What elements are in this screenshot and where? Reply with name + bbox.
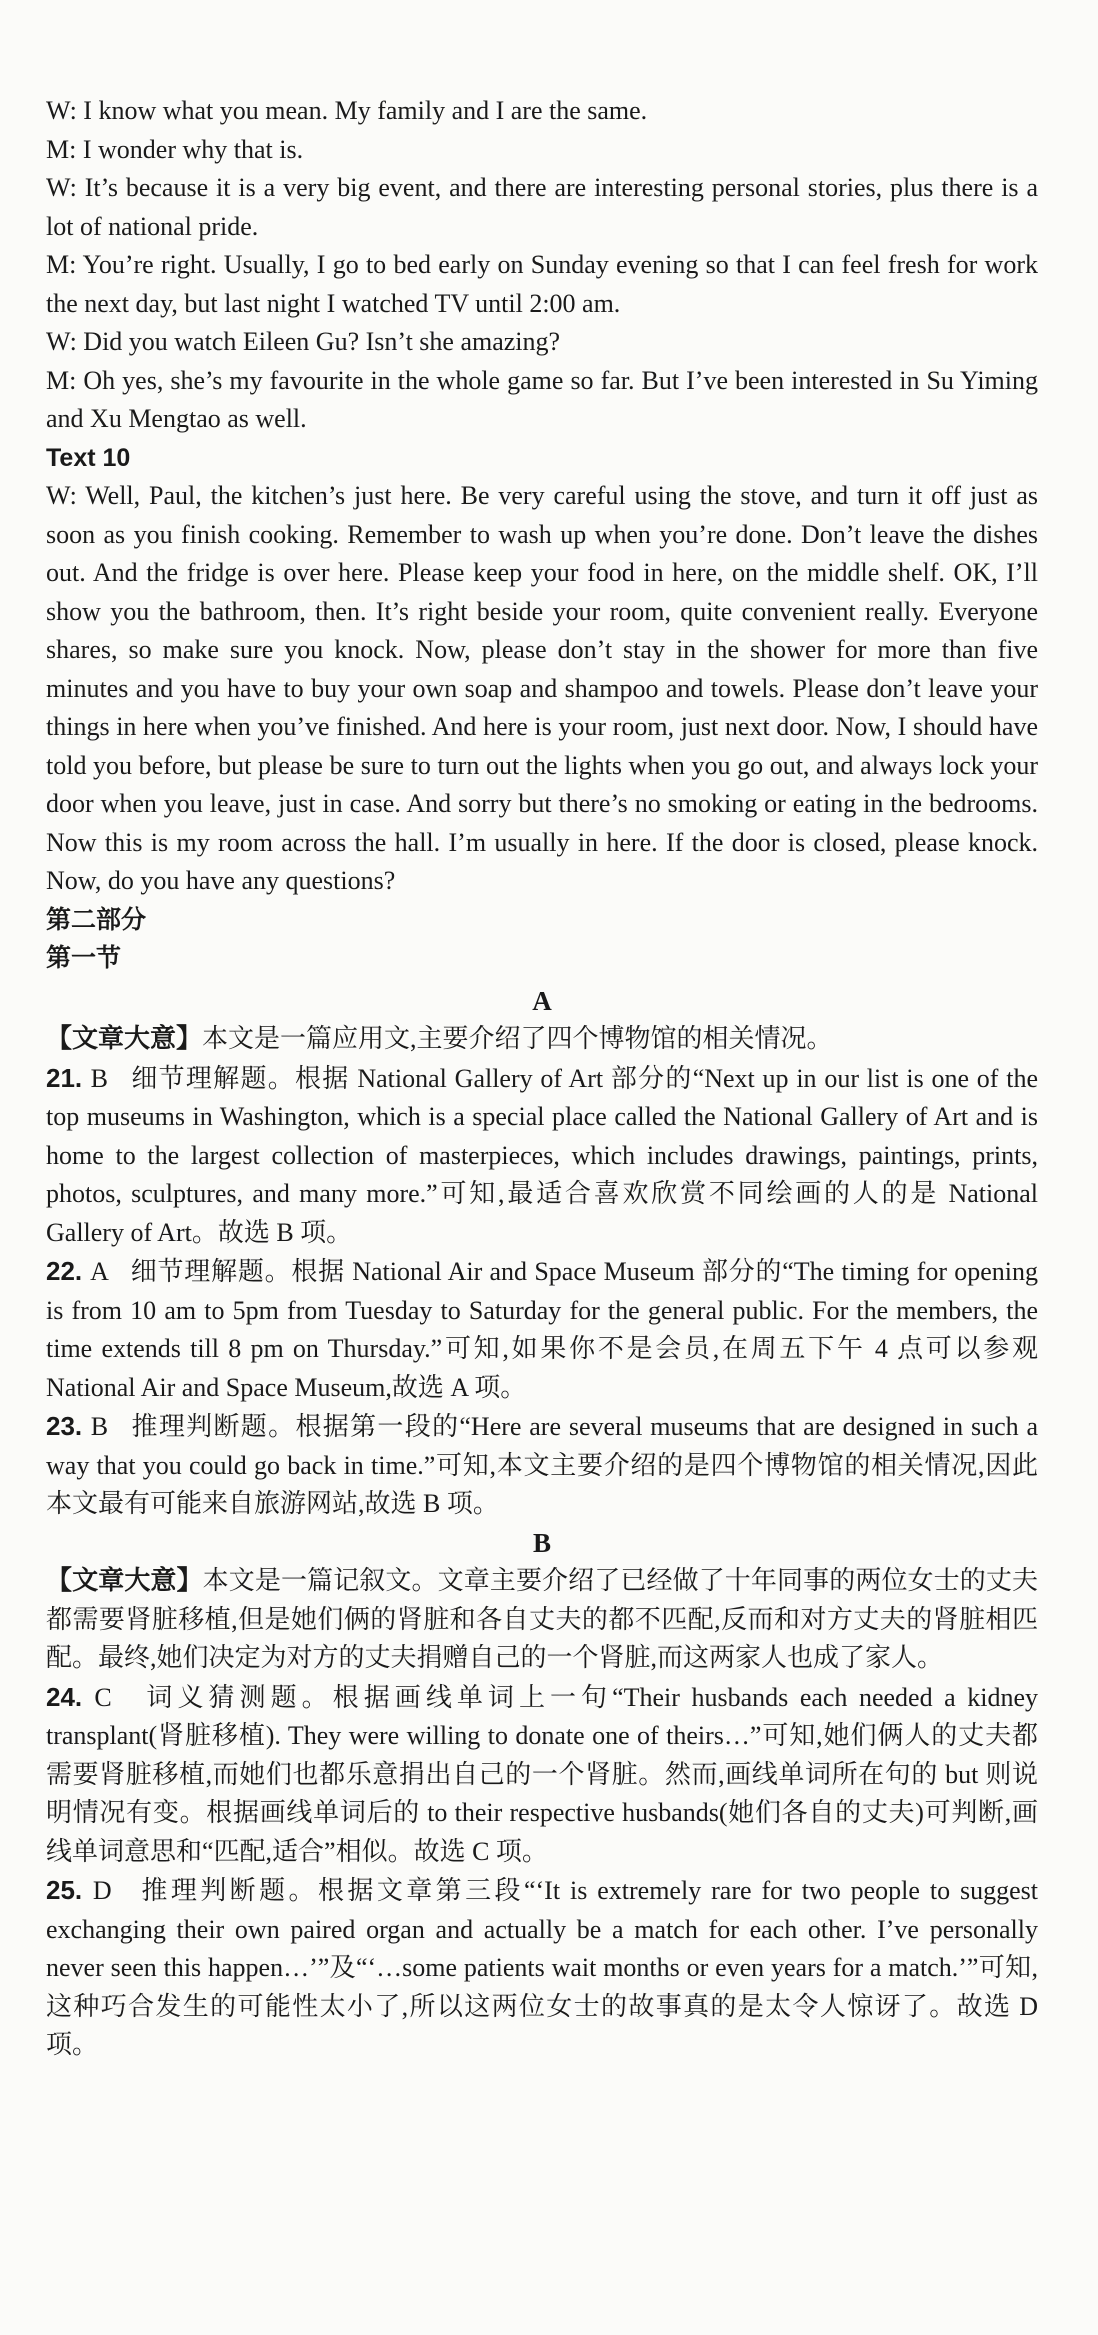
explanation-text: 词义猜测题。根据画线单词上一句“Their husbands each needed a kidney transplant(肾脏移植). They were willing to donate one of theirs…”可知,她们俩人的丈夫都需要肾脏移植,而她们也都乐意捐出自己的一个肾脏。然而,画线单词所在句的 but 则说明情况有变。根据画线单词后的 to their respective husbands(她们各自的丈夫)可判断,画线单词意思和“匹配,适合”相似。故选 C 项。: [46, 1682, 1038, 1866]
answer-choice: B: [90, 1063, 108, 1093]
text10-heading: Text 10: [46, 443, 131, 472]
summary-label: 【文章大意】: [46, 1566, 203, 1595]
answer-choice: B: [90, 1412, 109, 1441]
dialogue-line: W: Did you watch Eileen Gu? Isn’t she amazing?: [46, 327, 561, 356]
answer-choice: D: [92, 1876, 112, 1905]
explanation-text: 细节理解题。根据 National Gallery of Art 部分的“Next up in our list is one of the top museums in Washington, which is a special place called the National Gallery of Art and is home to the largest collection of masterpieces, which includes drawings, paintings, prints, photos, sculptures, and many more.”可知,最适合喜欢欣赏不同绘画的人的是 National Gallery of Art。故选 B 项。: [46, 1063, 1038, 1247]
text9-dialogue-tail: [46, 92, 1038, 439]
passage-a-summary: [46, 1020, 1038, 1059]
explanation-text: 细节理解题。根据 National Air and Space Museum 部分的“The timing for opening is from 10 am to 5pm from Tuesday to Saturday for the general public. For the members, the time extends till 8 pm on Thursday.”可知,如果你不是会员,在周五下午 4 点可以参观 National Air and Space Museum,故选 A 项。: [46, 1257, 1039, 1402]
question-number: 23: [46, 1411, 75, 1441]
passage-a-letter: A: [532, 985, 552, 1016]
dialogue-line: M: I wonder why that is.: [46, 134, 304, 164]
answer-item-22: 22. A 细节理解题。根据 National Air and Space Museum 部分的“The timing for opening is from 10 am to 5pm from Tuesday to Saturday for the general public. For the members, the time extends till 8 pm on Thursday.”可知,如果你不是会员,在周五下午 4 点可以参观 National Air and Space Museum,故选 A 项。: [46, 1256, 1039, 1402]
dialogue-line: W: It’s because it is a very big event, and there are interesting personal stories, plus there is a lot of national pride.: [46, 173, 1038, 241]
question-number: 21: [46, 1062, 75, 1093]
explanation-text: 推理判断题。根据第一段的“Here are several museums that are designed in such a way that you could go back in time.”可知,本文主要介绍的是四个博物馆的相关情况,因此本文最有可能来自旅游网站,故选 B 项。: [46, 1412, 1038, 1518]
text10-body: W: Well, Paul, the kitchen’s just here. Be very careful using the stove, and turn it off just as soon as you finish cooking. Remember to wash up when you’re done. Don’t leave the dishes out. And the fridge is over here. Please keep your food in here, on the middle shelf. OK, I’ll show you the bathroom, then. It’s right beside your room, quite convenient really. Everyone shares, so make sure you knock. Now, please don’t stay in the shower for more than five minutes and you have to buy your own soap and shampoo and towels. Please don’t leave your things in here when you’ve finished. And here is your room, just next door. Now, I should have told you before, but please be sure to turn out the lights when you go out, and always lock your door when you leave, just in case. And sorry but there’s no smoking or eating in the bedrooms. Now this is my room across the hall. I’m usually in here. If the door is closed, please knock. Now, do you have any questions?: [46, 481, 1038, 895]
answer-item-24: 24. C 词义猜测题。根据画线单词上一句“Their husbands each needed a kidney transplant(肾脏移植). They were willing to donate one of theirs…”可知,她们俩人的丈夫都需要肾脏移植,而她们也都乐意捐出自己的一个肾脏。然而,画线单词所在句的 but 则说明情况有变。根据画线单词后的 to their respective husbands(她们各自的丈夫)可判断,画线单词意思和“匹配,适合”相似。故选 C 项。: [46, 1681, 1038, 1866]
dialogue-line: W: I know what you mean. My family and I are the same.: [46, 96, 648, 125]
summary-text: 本文是一篇记叙文。文章主要介绍了已经做了十年同事的两位女士的丈夫都需要肾脏移植,但是她们俩的肾脏和各自丈夫的都不匹配,反而和对方丈夫的肾脏相匹配。最终,她们决定为对方的丈夫捐赠自己的一个肾脏,而这两家人也成了家人。: [46, 1566, 1038, 1672]
dialogue-line: M: Oh yes, she’s my favourite in the whole game so far. But I’ve been interested in Su Yiming and Xu Mengtao as well.: [46, 365, 1038, 433]
answer-choice: C: [94, 1682, 112, 1712]
answer-item-25: 25. D 推理判断题。根据文章第三段“‘It is extremely rare for two people to suggest exchanging their own paired organ and actually be a match for each other. I’ve personally never seen this happen…’”及“‘…some patients wait months or even years for a match.’”可知,这种巧合发生的可能性太小了,所以这两位女士的故事真的是太令人惊讶了。故选 D 项。: [46, 1875, 1039, 2059]
section1-heading: 第一节: [46, 943, 122, 972]
page-content: [46, 92, 1038, 2065]
passage-b-letter: B: [532, 1527, 551, 1558]
dialogue-line: M: You’re right. Usually, I go to bed early on Sunday evening so that I can feel fresh for work the next day, but last night I watched TV until 2:00 am.: [46, 250, 1038, 318]
answer-choice: A: [90, 1257, 109, 1286]
part2-heading: 第二部分: [46, 904, 147, 934]
summary-text: 本文是一篇应用文,主要介绍了四个博物馆的相关情况。: [202, 1024, 833, 1053]
answer-item-23: 23. B 推理判断题。根据第一段的“Here are several museums that are designed in such a way that you could go back in time.”可知,本文主要介绍的是四个博物馆的相关情况,因此本文最有可能来自旅游网站,故选 B 项。: [46, 1411, 1038, 1518]
question-number: 25: [46, 1875, 75, 1905]
explanation-text: 推理判断题。根据文章第三段“‘It is extremely rare for two people to suggest exchanging their own paired organ and actually be a match for each other. I’ve personally never seen this happen…’”及“‘…some patients wait months or even years for a match.’”可知,这种巧合发生的可能性太小了,所以这两位女士的故事真的是太令人惊讶了。故选 D 项。: [46, 1876, 1039, 2059]
answer-item-21: 21. B 细节理解题。根据 National Gallery of Art 部分的“Next up in our list is one of the top museums in Washington, which is a special place called the National Gallery of Art and is home to the largest collection of masterpieces, which includes drawings, paintings, prints, photos, sculptures, and many more.”可知,最适合喜欢欣赏不同绘画的人的是 National Gallery of Art。故选 B 项。: [46, 1062, 1038, 1247]
passage-b-summary: [46, 1562, 1038, 1678]
summary-label: 【文章大意】: [46, 1024, 203, 1053]
question-number: 24: [46, 1681, 75, 1712]
question-number: 22: [46, 1256, 75, 1286]
